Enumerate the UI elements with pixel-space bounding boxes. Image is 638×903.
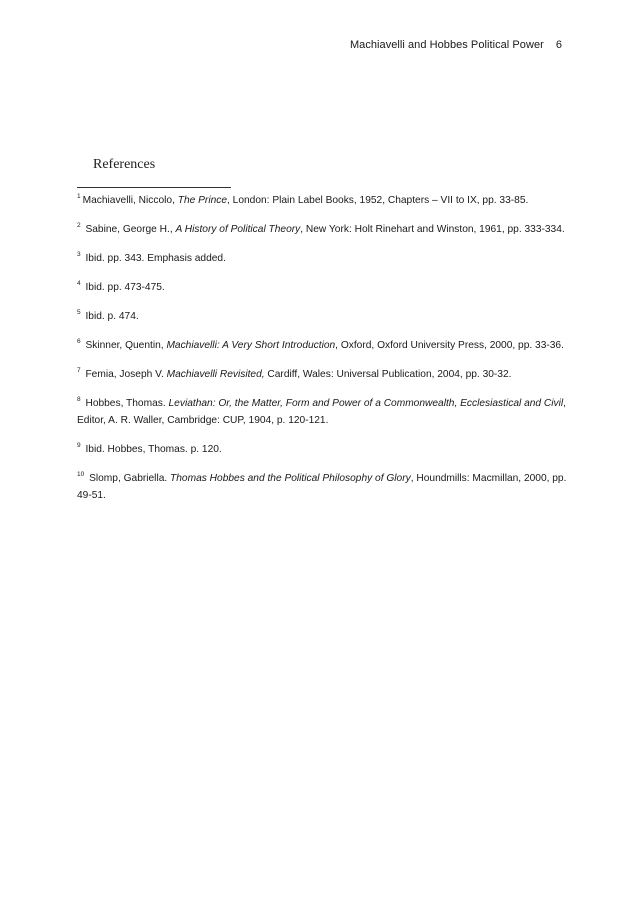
footnote-work-title: Thomas Hobbes and the Political Philosophy of Glory	[170, 473, 411, 484]
footnote-text: Ibid. p. 474.	[82, 311, 139, 322]
footnote	[77, 337, 567, 354]
running-header	[350, 39, 562, 51]
footnote	[77, 441, 567, 458]
footnote	[77, 470, 567, 504]
footnote-number: 8	[77, 396, 81, 403]
footnote-text: , Houndmills: Macmillan, 2000, pp. 49-51.	[77, 473, 567, 501]
footnote	[77, 192, 567, 209]
footnote-number: 1	[77, 193, 81, 200]
footnote-text: Ibid. pp. 473-475.	[82, 282, 165, 293]
footnote-text: Slomp, Gabriella.	[86, 473, 171, 484]
footnote-text: , New York: Holt Rinehart and Winston, 1961, pp. 333-334.	[300, 224, 565, 235]
footnote-number: 3	[77, 251, 81, 258]
footnote-list	[77, 192, 567, 516]
footnote-number: 7	[77, 367, 81, 374]
running-title: Machiavelli and Hobbes Political Power	[349, 39, 544, 51]
section-heading: References	[93, 157, 156, 172]
footnote	[77, 395, 567, 429]
footnote-work-title: Leviathan: Or, the Matter, Form and Power of a Commonwealth, Ecclesiastical and Civil	[168, 398, 564, 409]
footnote-work-title: The Prince	[177, 195, 228, 206]
footnote-text: , Oxford, Oxford University Press, 2000, pp. 33-36.	[335, 340, 564, 351]
footnote	[77, 250, 567, 267]
footnote-separator	[77, 187, 231, 188]
footnote-number: 10	[77, 471, 85, 478]
footnote-work-title: A History of Political Theory	[175, 224, 301, 235]
footnote-number: 9	[77, 442, 81, 449]
footnote-text: Skinner, Quentin,	[82, 340, 167, 351]
footnote-text: Machiavelli, Niccolo,	[82, 195, 178, 206]
footnote-number: 4	[77, 280, 81, 287]
footnote-text: , Editor, A. R. Waller, Cambridge: CUP, 1904, p. 120-121.	[77, 398, 567, 426]
footnote-text: Hobbes, Thomas.	[82, 398, 169, 409]
footnote-number: 2	[77, 222, 81, 229]
footnote	[77, 308, 567, 325]
footnote-work-title: Machiavelli: A Very Short Introduction	[166, 340, 336, 351]
footnote-number: 6	[77, 338, 81, 345]
footnote	[77, 221, 567, 238]
footnote-text: Ibid. Hobbes, Thomas. p. 120.	[82, 444, 222, 455]
footnote	[77, 366, 567, 383]
footnote-text: Cardiff, Wales: Universal Publication, 2004, pp. 30-32.	[264, 369, 512, 380]
footnote-text: Ibid. pp. 343. Emphasis added.	[82, 253, 226, 264]
footnote-text: , London: Plain Label Books, 1952, Chapters – VII to IX, pp. 33-85.	[227, 195, 529, 206]
footnote-work-title: Machiavelli Revisited,	[166, 369, 265, 380]
footnote-text: Sabine, George H.,	[82, 224, 176, 235]
footnote-number: 5	[77, 309, 81, 316]
page-number: 6	[555, 39, 562, 51]
footnote	[77, 279, 567, 296]
footnote-text: Femia, Joseph V.	[82, 369, 167, 380]
